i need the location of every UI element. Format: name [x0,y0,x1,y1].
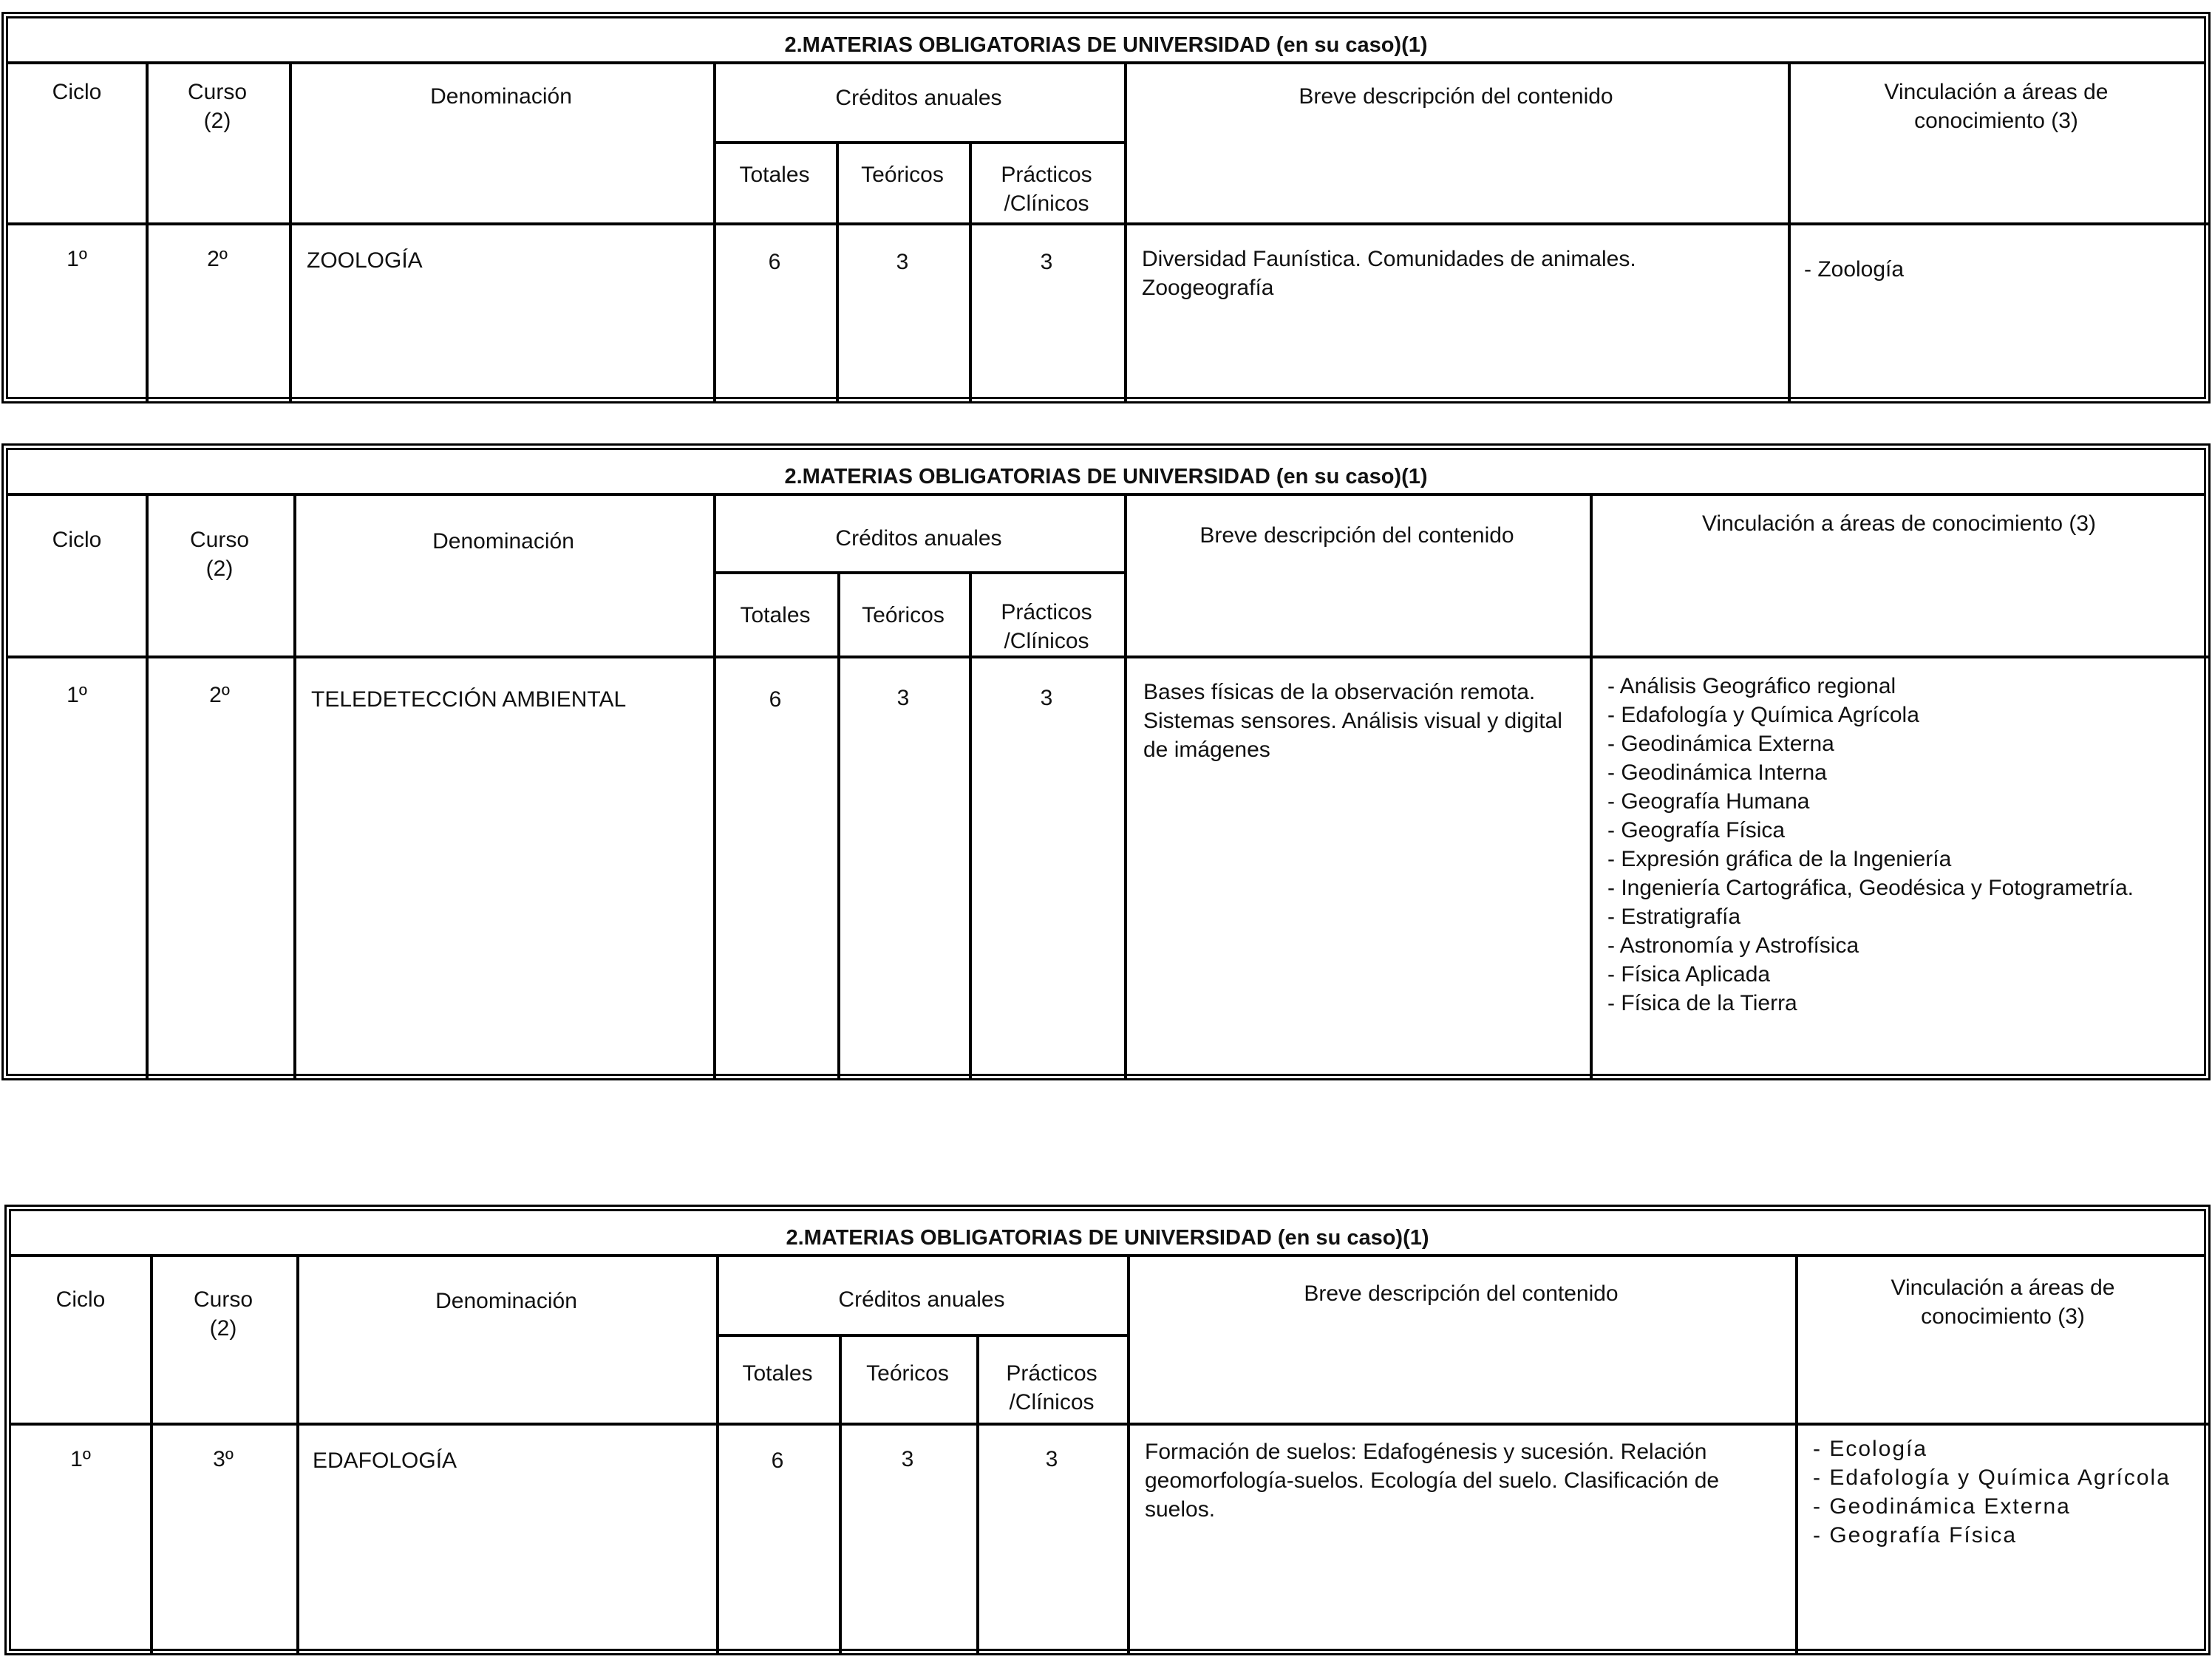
row-areas [1804,255,2203,284]
area-item: - Análisis Geográfico regional [1607,674,1896,698]
header-curso-note: (2) [203,109,231,133]
area-item: - Geodinámica Externa [1607,732,1834,756]
table-title: 2.MATERIAS OBLIGATORIAS DE UNIVERSIDAD (en su caso)(1) [8,18,2204,64]
row-ciclo: 1º [67,683,87,707]
header-practicos-label-2: /Clínicos [1004,191,1089,216]
header-vinculacion: Vinculación a áreas de conocimiento (3) [1884,80,2109,133]
header-vinculacion: Vinculación a áreas de conocimiento (3) [1891,1276,2115,1329]
header-vinculacion: Vinculación a áreas de conocimiento (3) [1701,511,2097,536]
header-practicos-label: Prácticos [1001,600,1092,624]
row-ciclo: 1º [70,1447,91,1471]
row-ciclo: 1º [67,247,87,271]
row-totales: 6 [768,250,781,274]
header-curso-note: (2) [209,1316,237,1341]
area-item: - Expresión gráfica de la Ingeniería [1607,847,1952,871]
row-practicos: 3 [1040,686,1053,710]
area-item: - Geografía Física [1813,1523,2018,1547]
row-denominacion: TELEDETECCIÓN AMBIENTAL [311,687,627,712]
row-totales: 6 [771,1448,784,1473]
header-ciclo: Ciclo [52,80,102,104]
header-descripcion: Breve descripción del contenido [1199,523,1514,548]
row-curso: 3º [213,1447,234,1471]
area-item: - Física de la Tierra [1607,991,1797,1015]
header-teoricos: Teóricos [862,603,945,627]
header-practicos [976,1359,1127,1417]
header-practicos [969,598,1124,656]
row-descripcion: Bases físicas de la observación remota. Sistemas sensores. Análisis visual y digital de imágenes [1143,680,1562,762]
row-teoricos: 3 [896,250,909,274]
header-descripcion: Breve descripción del contenido [1299,84,1613,109]
row-denominacion: EDAFOLOGÍA [313,1448,457,1473]
area-item: - Geografía Física [1607,818,1786,842]
header-curso [150,1285,296,1343]
header-curso [146,78,289,135]
row-teoricos: 3 [901,1447,914,1471]
header-totales: Totales [742,1361,813,1386]
area-item: - Edafología y Química Agrícola [1607,703,1919,727]
area-item: - Geografía Humana [1607,789,1810,814]
header-totales: Totales [740,603,811,627]
header-practicos-label-2: /Clínicos [1009,1390,1095,1414]
row-denominacion: ZOOLOGÍA [307,248,423,273]
row-areas [1607,672,2199,1018]
area-item: - Astronomía y Astrofísica [1607,933,1859,958]
area-item: - Geodinámica Externa [1813,1494,2071,1519]
header-curso-label: Curso [189,528,250,552]
area-item: - Física Aplicada [1607,962,1771,987]
header-teoricos: Teóricos [861,163,944,187]
header-denominacion: Denominación [432,529,574,554]
header-denominacion: Denominación [435,1289,577,1313]
header-creditos: Créditos anuales [835,526,1002,551]
table-zoologia [6,16,2206,399]
area-item: - Ecología [1813,1437,1928,1461]
row-practicos: 3 [1045,1447,1058,1471]
header-creditos: Créditos anuales [835,86,1002,110]
header-practicos [969,160,1124,218]
row-teoricos: 3 [896,686,910,710]
header-ciclo: Ciclo [52,528,102,552]
row-curso: 2º [209,683,230,707]
area-item: - Edafología y Química Agrícola [1813,1465,2171,1490]
header-practicos-label: Prácticos [1006,1361,1098,1386]
header-descripcion: Breve descripción del contenido [1304,1281,1619,1306]
row-descripcion: Diversidad Faunística. Comunidades de animales. Zoogeografía [1142,247,1636,300]
header-curso-label: Curso [193,1287,253,1312]
area-item: - Estratigrafía [1607,905,1741,929]
header-totales: Totales [739,163,810,187]
header-creditos: Créditos anuales [838,1287,1005,1312]
header-curso [146,525,293,583]
area-item: - Zoología [1804,257,1905,282]
area-item: - Geodinámica Interna [1607,760,1827,785]
area-item: - Ingeniería Cartográfica, Geodésica y Fotogrametría. [1607,876,2134,900]
header-teoricos: Teóricos [866,1361,949,1386]
header-ciclo: Ciclo [55,1287,106,1312]
table-title: 2.MATERIAS OBLIGATORIAS DE UNIVERSIDAD (en su caso)(1) [11,1211,2204,1257]
header-curso-label: Curso [187,80,248,104]
header-curso-note: (2) [205,556,234,581]
row-curso: 2º [207,247,228,271]
row-practicos: 3 [1040,250,1053,274]
row-totales: 6 [769,687,782,712]
table-edafologia [9,1209,2206,1651]
row-areas [1813,1434,2205,1550]
header-practicos-label: Prácticos [1001,163,1092,187]
header-denominacion: Denominación [430,84,572,109]
table-teledeteccion [6,448,2206,1076]
row-descripcion: Formación de suelos: Edafogénesis y sucesión. Relación geomorfología-suelos. Ecología del suelo. Clasificación de suelos. [1145,1440,1720,1522]
table-title: 2.MATERIAS OBLIGATORIAS DE UNIVERSIDAD (en su caso)(1) [8,450,2204,496]
header-practicos-label-2: /Clínicos [1004,629,1089,653]
